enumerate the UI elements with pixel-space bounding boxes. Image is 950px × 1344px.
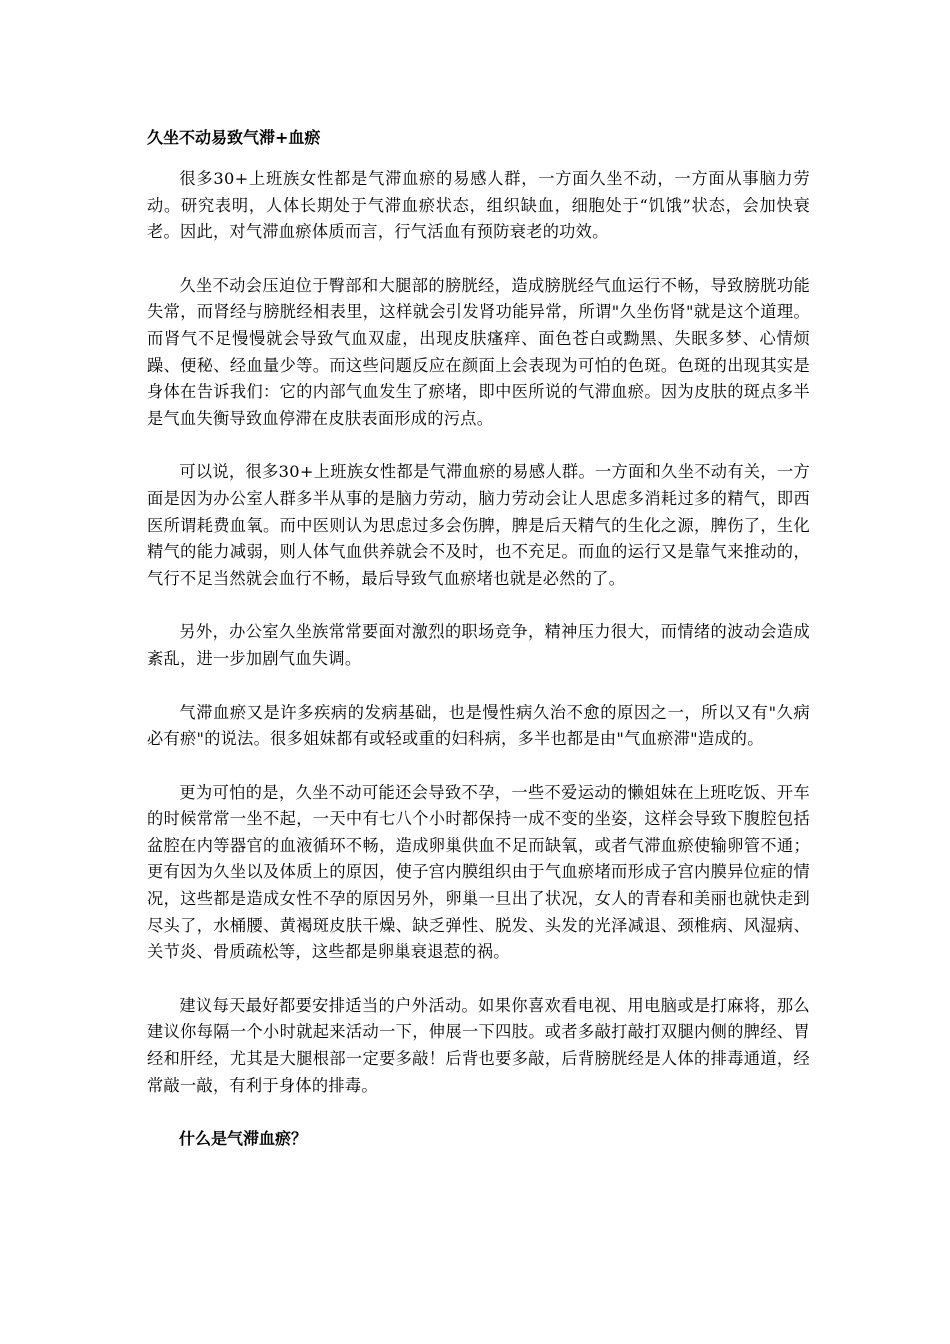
paragraph-6: 更为可怕的是，久坐不动可能还会导致不孕，一些不爱运动的懒姐妹在上班吃饭、开车的时候常常一坐不起，一天中有七八个小时都保持一成不变的坐姿，这样会导致下腹腔包括盆腔在内等器官的血液循环不畅，造成卵巢供血不足而缺氧，或者气滞血瘀使输卵管不通；更有因为久坐以及体质上的原因，使子宫内膜组织由于气血瘀堵而形成子宫内膜异位症的情况，这些都是造成女性不孕的原因另外，卵巢一旦出了状况，女人的青春和美丽也就快走到尽头了，水桶腰、黄褐斑皮肤干燥、缺乏弹性、脱发、头发的光泽减退、颈椎病、风湿病、关节炎、骨质疏松等，这些都是卵巢衰退惹的祸。 xyxy=(147,782,810,962)
section-subtitle: 什么是气滞血瘀？ xyxy=(179,1129,308,1149)
paragraph-3: 可以说，很多30+上班族女性都是气滞血瘀的易感人群。一方面和久坐不动有关，一方面是因为办公室人群多半从事的是脑力劳动，脑力劳动会让人思虑多消耗过多的精气，即西医所谓耗费血氧。而中医则认为思虑过多会伤脾，脾是后天精气的生化之源，脾伤了，生化精气的能力减弱，则人体气血供养就会不及时，也不充足。而血的运行又是靠气来推动的，气行不足当然就会血行不畅，最后导致气血瘀堵也就是必然的了。 xyxy=(147,462,810,588)
section-title: 久坐不动易致气滞+血瘀 xyxy=(147,128,321,147)
document-page xyxy=(147,125,810,1152)
paragraph-1: 很多30+上班族女性都是气滞血瘀的易感人群，一方面久坐不动，一方面从事脑力劳动。研究表明，人体长期处于气滞血瘀状态，组织缺血，细胞处于“饥饿”状态，会加快衰老。因此，对气滞血瘀体质而言，行气活血有预防衰老的功效。 xyxy=(147,169,810,242)
paragraph-2: 久坐不动会压迫位于臀部和大腿部的膀胱经，造成膀胱经气血运行不畅，导致膀胱功能失常，而肾经与膀胱经相表里，这样就会引发肾功能异常，所谓"久坐伤肾"就是这个道理。而肾气不足慢慢就会导致气血双虚，出现皮肤瘙痒、面色苍白或黝黑、失眠多梦、心情烦躁、便秘、经血量少等。而这些问题反应在颜面上会表现为可怕的色斑。色斑的出现其实是身体在告诉我们：它的内部气血发生了瘀堵，即中医所说的气滞血瘀。因为皮肤的斑点多半是气血失衡导致血停滞在皮肤表面形成的污点。 xyxy=(147,275,810,428)
paragraph-5: 气滞血瘀又是许多疾病的发病基础，也是慢性病久治不愈的原因之一，所以又有"久病必有瘀"的说法。很多姐妹都有或轻或重的妇科病，多半也都是由"气血瘀滞"造成的。 xyxy=(147,702,810,749)
paragraph-7: 建议每天最好都要安排适当的户外活动。如果你喜欢看电视、用电脑或是打麻将，那么建议你每隔一个小时就起来活动一下，伸展一下四肢。或者多敲打敲打双腿内侧的脾经、胃经和肝经，尤其是大腿根部一定要多敲！后背也要多敲，后背膀胱经是人体的排毒通道，经常敲一敲，有利于身体的排毒。 xyxy=(147,995,810,1095)
paragraph-4: 另外，办公室久坐族常常要面对激烈的职场竞争，精神压力很大，而情绪的波动会造成紊乱，进一步加剧气血失调。 xyxy=(147,622,810,668)
